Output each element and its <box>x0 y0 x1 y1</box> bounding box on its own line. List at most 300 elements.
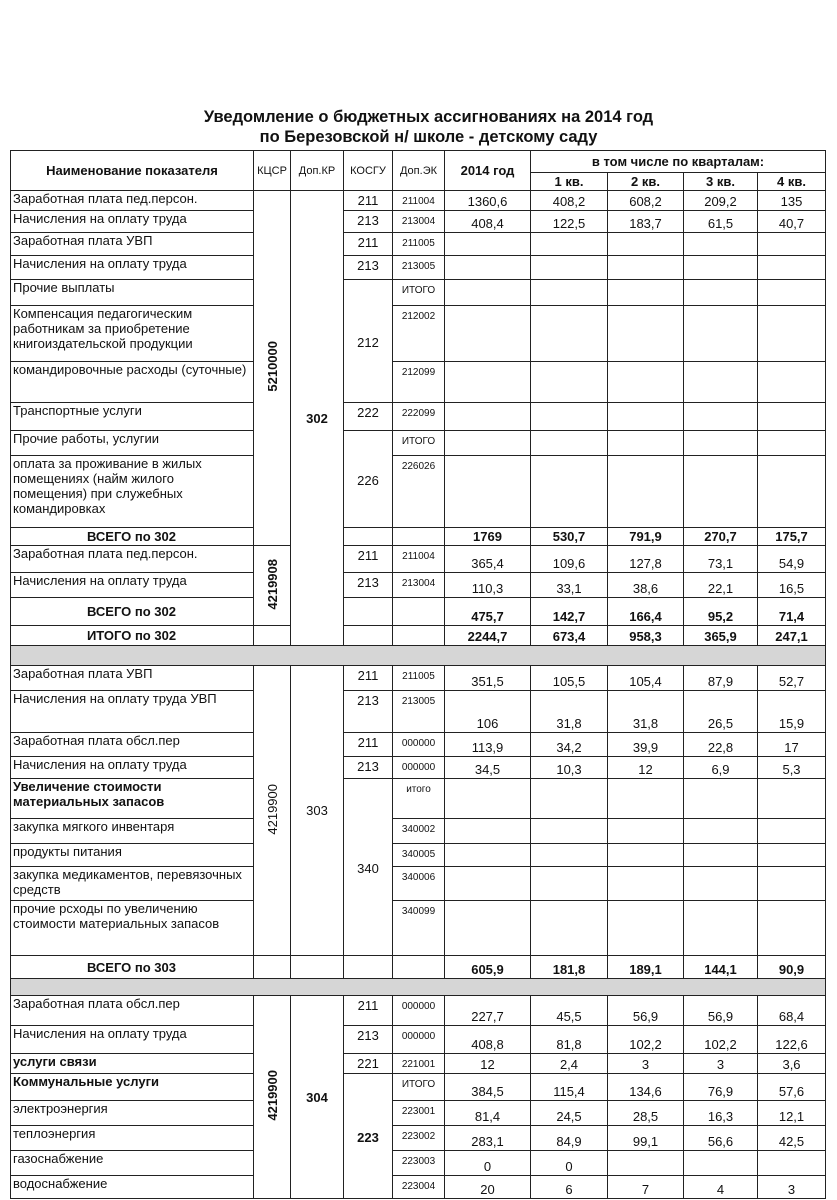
row-name: ВСЕГО по 303 <box>11 956 254 979</box>
year-total <box>445 456 531 528</box>
quarter-2-value <box>608 233 684 256</box>
row-name: Заработная плата обсл.пер <box>11 733 254 757</box>
quarter-2-value: 127,8 <box>608 546 684 573</box>
kcsr-code: 4219900 <box>264 783 280 835</box>
quarter-4-value: 71,4 <box>758 598 826 626</box>
quarter-1-value: 33,1 <box>531 573 608 598</box>
separator-cell <box>11 979 826 996</box>
table-row <box>11 1126 826 1151</box>
quarter-1-value <box>531 901 608 956</box>
dopek-cell: 223004 <box>393 1176 445 1199</box>
quarter-2-value: 189,1 <box>608 956 684 979</box>
row-name: ИТОГО по 302 <box>11 626 254 646</box>
document-subtitle: по Березовской н/ школе - детскому саду <box>259 128 598 146</box>
quarter-2-value: 183,7 <box>608 211 684 233</box>
quarter-1-value: 181,8 <box>531 956 608 979</box>
quarter-3-value: 102,2 <box>684 1026 758 1054</box>
year-total <box>445 233 531 256</box>
row-name: Транспортные услуги <box>11 403 254 431</box>
kcsr-cell <box>254 666 291 956</box>
dopek-cell: 213005 <box>393 691 445 733</box>
header-dopkr: Доп.КР <box>291 151 344 191</box>
quarter-1-value: 115,4 <box>531 1074 608 1101</box>
table-row <box>11 431 826 456</box>
year-total <box>445 901 531 956</box>
kosgu-cell: 223 <box>344 1074 393 1199</box>
quarter-3-value: 95,2 <box>684 598 758 626</box>
dopek-cell <box>393 626 445 646</box>
quarter-2-value <box>608 280 684 306</box>
quarter-2-value: 105,4 <box>608 666 684 691</box>
row-name: Заработная плата УВП <box>11 666 254 691</box>
dopek-cell: 211004 <box>393 191 445 211</box>
quarter-3-value: 56,9 <box>684 996 758 1026</box>
year-total <box>445 844 531 867</box>
dopek-cell: 213004 <box>393 211 445 233</box>
quarter-4-value: 175,7 <box>758 528 826 546</box>
kcsr-code: 4219900 <box>264 1070 280 1121</box>
quarter-4-value: 122,6 <box>758 1026 826 1054</box>
quarter-1-value: 45,5 <box>531 996 608 1026</box>
document-title: Уведомление о бюджетных ассигнованиях на 2014 год <box>203 108 654 126</box>
dopek-cell: итого <box>393 779 445 819</box>
quarter-4-value <box>758 901 826 956</box>
row-name: закупка мягкого инвентаря <box>11 819 254 844</box>
dopek-cell <box>393 956 445 979</box>
quarter-1-value: 81,8 <box>531 1026 608 1054</box>
dopek-cell: 221001 <box>393 1054 445 1074</box>
dopek-cell: 213004 <box>393 573 445 598</box>
section-separator <box>11 979 826 996</box>
quarter-4-value <box>758 362 826 403</box>
header-dopek: Доп.ЭК <box>393 151 445 191</box>
kosgu-cell: 211 <box>344 546 393 573</box>
quarter-1-value: 34,2 <box>531 733 608 757</box>
quarter-4-value: 57,6 <box>758 1074 826 1101</box>
row-name: Начисления на оплату труда <box>11 1026 254 1054</box>
quarter-2-value: 102,2 <box>608 1026 684 1054</box>
table-row <box>11 211 826 233</box>
row-name: закупка медикаментов, перевязочных средств <box>11 867 254 901</box>
quarter-3-value <box>684 779 758 819</box>
dopek-cell: ИТОГО <box>393 280 445 306</box>
row-name: водоснабжение <box>11 1176 254 1199</box>
quarter-2-value: 3 <box>608 1054 684 1074</box>
quarter-4-value <box>758 306 826 362</box>
quarter-4-value: 5,3 <box>758 757 826 779</box>
year-total <box>445 867 531 901</box>
row-name: услуги связи <box>11 1054 254 1074</box>
quarter-1-value: 6 <box>531 1176 608 1199</box>
row-name: Начисления на оплату труда <box>11 256 254 280</box>
quarter-3-value <box>684 456 758 528</box>
dopek-cell: 212002 <box>393 306 445 362</box>
quarter-3-value <box>684 867 758 901</box>
year-total: 283,1 <box>445 1126 531 1151</box>
quarter-3-value: 3 <box>684 1054 758 1074</box>
quarter-1-value <box>531 456 608 528</box>
kosgu-cell: 211 <box>344 996 393 1026</box>
quarter-4-value: 68,4 <box>758 996 826 1026</box>
table-row <box>11 1176 826 1199</box>
dopek-cell: 340099 <box>393 901 445 956</box>
quarter-2-value: 134,6 <box>608 1074 684 1101</box>
quarter-3-value <box>684 306 758 362</box>
dopek-cell <box>393 598 445 626</box>
dopek-cell: ИТОГО <box>393 1074 445 1101</box>
dopek-cell: 000000 <box>393 757 445 779</box>
year-total: 605,9 <box>445 956 531 979</box>
year-total: 113,9 <box>445 733 531 757</box>
quarter-4-value: 3,6 <box>758 1054 826 1074</box>
header-quarters-title: в том числе по кварталам: <box>531 151 826 173</box>
quarter-2-value: 958,3 <box>608 626 684 646</box>
year-total: 365,4 <box>445 546 531 573</box>
kosgu-cell: 340 <box>344 779 393 956</box>
quarter-4-value <box>758 456 826 528</box>
quarter-3-value <box>684 233 758 256</box>
table-row <box>11 403 826 431</box>
quarter-3-value <box>684 1151 758 1176</box>
year-total: 384,5 <box>445 1074 531 1101</box>
quarter-1-value: 105,5 <box>531 666 608 691</box>
quarter-2-value: 791,9 <box>608 528 684 546</box>
quarter-2-value: 608,2 <box>608 191 684 211</box>
year-total: 408,4 <box>445 211 531 233</box>
row-name: Увеличение стоимости материальных запасов <box>11 779 254 819</box>
quarter-3-value: 270,7 <box>684 528 758 546</box>
dopek-cell: 213005 <box>393 256 445 280</box>
kcsr-code: 5210000 <box>264 341 280 392</box>
dopkr-cell: 304 <box>291 996 344 1199</box>
quarter-4-value: 52,7 <box>758 666 826 691</box>
quarter-1-value <box>531 819 608 844</box>
year-total <box>445 431 531 456</box>
year-total: 81,4 <box>445 1101 531 1126</box>
kosgu-cell: 213 <box>344 211 393 233</box>
quarter-4-value <box>758 403 826 431</box>
quarter-4-value: 17 <box>758 733 826 757</box>
quarter-3-value: 22,1 <box>684 573 758 598</box>
quarter-3-value: 16,3 <box>684 1101 758 1126</box>
kosgu-cell: 211 <box>344 733 393 757</box>
section-separator <box>11 646 826 666</box>
quarter-1-value: 122,5 <box>531 211 608 233</box>
kosgu-cell: 213 <box>344 573 393 598</box>
table-row <box>11 598 826 626</box>
row-name: Начисления на оплату труда УВП <box>11 691 254 733</box>
row-name: Начисления на оплату труда <box>11 573 254 598</box>
kosgu-cell: 213 <box>344 256 393 280</box>
quarter-2-value <box>608 403 684 431</box>
table-row <box>11 757 826 779</box>
kcsr-cell <box>254 191 291 546</box>
row-name: теплоэнергия <box>11 1126 254 1151</box>
quarter-4-value <box>758 844 826 867</box>
kosgu-cell: 211 <box>344 191 393 211</box>
row-name: ВСЕГО по 302 <box>11 598 254 626</box>
year-total <box>445 362 531 403</box>
table-row <box>11 191 826 211</box>
quarter-2-value: 38,6 <box>608 573 684 598</box>
row-name: ВСЕГО по 302 <box>11 528 254 546</box>
table-row <box>11 362 826 403</box>
quarter-2-value: 166,4 <box>608 598 684 626</box>
quarter-4-value <box>758 256 826 280</box>
year-total: 2244,7 <box>445 626 531 646</box>
quarter-1-value <box>531 233 608 256</box>
quarter-4-value: 247,1 <box>758 626 826 646</box>
quarter-4-value: 12,1 <box>758 1101 826 1126</box>
header-kcsr: КЦСР <box>254 151 291 191</box>
year-total: 34,5 <box>445 757 531 779</box>
quarter-1-value <box>531 844 608 867</box>
separator-cell <box>11 646 826 666</box>
quarter-3-value <box>684 362 758 403</box>
table-row <box>11 819 826 844</box>
quarter-3-value <box>684 819 758 844</box>
budget-table <box>10 150 826 1199</box>
quarter-3-value: 26,5 <box>684 691 758 733</box>
kcsr-cell <box>254 626 291 646</box>
table-row <box>11 956 826 979</box>
table-row <box>11 1151 826 1176</box>
table-row <box>11 844 826 867</box>
year-total <box>445 403 531 431</box>
year-total <box>445 779 531 819</box>
quarter-1-value <box>531 362 608 403</box>
quarter-4-value: 15,9 <box>758 691 826 733</box>
dopek-cell: ИТОГО <box>393 431 445 456</box>
row-name: Заработная плата УВП <box>11 233 254 256</box>
year-total <box>445 819 531 844</box>
kosgu-cell: 222 <box>344 403 393 431</box>
quarter-4-value: 40,7 <box>758 211 826 233</box>
table-row <box>11 1101 826 1126</box>
quarter-2-value <box>608 431 684 456</box>
table-row <box>11 1054 826 1074</box>
row-name: командировочные расходы (суточные) <box>11 362 254 403</box>
year-total: 110,3 <box>445 573 531 598</box>
table-row <box>11 528 826 546</box>
quarter-3-value: 6,9 <box>684 757 758 779</box>
quarter-3-value: 4 <box>684 1176 758 1199</box>
quarter-4-value <box>758 280 826 306</box>
quarter-4-value: 54,9 <box>758 546 826 573</box>
dopek-cell <box>393 528 445 546</box>
quarter-3-value: 22,8 <box>684 733 758 757</box>
dopek-cell: 000000 <box>393 733 445 757</box>
dopek-cell: 000000 <box>393 996 445 1026</box>
quarter-2-value: 28,5 <box>608 1101 684 1126</box>
row-name: Прочие выплаты <box>11 280 254 306</box>
table-row <box>11 901 826 956</box>
row-name: продукты питания <box>11 844 254 867</box>
quarter-1-value: 408,2 <box>531 191 608 211</box>
row-name: электроэнергия <box>11 1101 254 1126</box>
dopkr-cell: 303 <box>291 666 344 956</box>
quarter-1-value: 0 <box>531 1151 608 1176</box>
quarter-2-value: 7 <box>608 1176 684 1199</box>
dopek-cell: 212099 <box>393 362 445 403</box>
dopek-cell: 226026 <box>393 456 445 528</box>
quarter-3-value <box>684 403 758 431</box>
quarter-4-value <box>758 779 826 819</box>
dopek-cell: 223002 <box>393 1126 445 1151</box>
quarter-3-value: 61,5 <box>684 211 758 233</box>
dopek-cell: 223001 <box>393 1101 445 1126</box>
quarter-1-value <box>531 867 608 901</box>
quarter-4-value: 3 <box>758 1176 826 1199</box>
quarter-3-value <box>684 256 758 280</box>
quarter-3-value: 209,2 <box>684 191 758 211</box>
quarter-2-value <box>608 1151 684 1176</box>
dopek-cell: 222099 <box>393 403 445 431</box>
quarter-1-value <box>531 306 608 362</box>
table-row <box>11 280 826 306</box>
quarter-4-value: 42,5 <box>758 1126 826 1151</box>
year-total: 1360,6 <box>445 191 531 211</box>
kcsr-cell <box>254 546 291 626</box>
quarter-1-value: 10,3 <box>531 757 608 779</box>
quarter-2-value: 12 <box>608 757 684 779</box>
kosgu-cell <box>344 598 393 626</box>
header-year: 2014 год <box>445 151 531 191</box>
row-name: прочие рсходы по увеличению стоимости материальных запасов <box>11 901 254 956</box>
year-total: 106 <box>445 691 531 733</box>
quarter-3-value <box>684 844 758 867</box>
kosgu-cell: 211 <box>344 666 393 691</box>
year-total: 20 <box>445 1176 531 1199</box>
table-row <box>11 666 826 691</box>
quarter-2-value <box>608 256 684 280</box>
row-name: оплата за проживание в жилых помещениях (найм жилого помещения) при служебных командировках <box>11 456 254 528</box>
quarter-3-value: 56,6 <box>684 1126 758 1151</box>
quarter-1-value <box>531 256 608 280</box>
quarter-2-value: 31,8 <box>608 691 684 733</box>
dopek-cell: 223003 <box>393 1151 445 1176</box>
table-row <box>11 256 826 280</box>
table-row <box>11 867 826 901</box>
dopek-cell: 340002 <box>393 819 445 844</box>
dopek-cell: 211005 <box>393 233 445 256</box>
kosgu-cell <box>344 626 393 646</box>
quarter-1-value: 109,6 <box>531 546 608 573</box>
quarter-3-value <box>684 280 758 306</box>
quarter-4-value <box>758 233 826 256</box>
dopkr-cell: 302 <box>291 191 344 646</box>
quarter-1-value <box>531 779 608 819</box>
kosgu-cell <box>344 528 393 546</box>
header-q3: 3 кв. <box>684 173 758 191</box>
quarter-1-value <box>531 403 608 431</box>
quarter-2-value <box>608 456 684 528</box>
quarter-2-value: 39,9 <box>608 733 684 757</box>
quarter-2-value <box>608 306 684 362</box>
quarter-2-value: 99,1 <box>608 1126 684 1151</box>
quarter-2-value <box>608 819 684 844</box>
table-row <box>11 691 826 733</box>
quarter-2-value <box>608 779 684 819</box>
quarter-2-value: 56,9 <box>608 996 684 1026</box>
row-name: Прочие работы, услугии <box>11 431 254 456</box>
quarter-4-value <box>758 1151 826 1176</box>
row-name: Начисления на оплату труда <box>11 757 254 779</box>
kcsr-cell <box>254 996 291 1199</box>
header-q4: 4 кв. <box>758 173 826 191</box>
quarter-2-value <box>608 901 684 956</box>
quarter-1-value: 673,4 <box>531 626 608 646</box>
kosgu-cell: 213 <box>344 757 393 779</box>
table-row <box>11 306 826 362</box>
quarter-4-value: 135 <box>758 191 826 211</box>
table-row <box>11 573 826 598</box>
year-total <box>445 256 531 280</box>
kosgu-cell: 211 <box>344 233 393 256</box>
quarter-1-value: 2,4 <box>531 1054 608 1074</box>
row-name: Заработная плата обсл.пер <box>11 996 254 1026</box>
quarter-1-value: 142,7 <box>531 598 608 626</box>
quarter-4-value: 16,5 <box>758 573 826 598</box>
quarter-4-value <box>758 431 826 456</box>
year-total: 12 <box>445 1054 531 1074</box>
kosgu-cell <box>344 956 393 979</box>
quarter-2-value <box>608 362 684 403</box>
kosgu-cell: 212 <box>344 280 393 403</box>
table-row <box>11 233 826 256</box>
year-total <box>445 280 531 306</box>
quarter-3-value: 365,9 <box>684 626 758 646</box>
quarter-3-value <box>684 901 758 956</box>
table-row <box>11 1026 826 1054</box>
kcsr-code: 4219908 <box>264 558 280 610</box>
year-total: 351,5 <box>445 666 531 691</box>
dopek-cell: 000000 <box>393 1026 445 1054</box>
row-name: Компенсация педагогическим работникам за приобретение книгоиздательской продукции <box>11 306 254 362</box>
dopkr-cell <box>291 956 344 979</box>
row-name: Начисления на оплату труда <box>11 211 254 233</box>
quarter-2-value <box>608 867 684 901</box>
quarter-3-value: 76,9 <box>684 1074 758 1101</box>
dopek-cell: 340006 <box>393 867 445 901</box>
year-total <box>445 306 531 362</box>
quarter-4-value <box>758 867 826 901</box>
year-total: 475,7 <box>445 598 531 626</box>
dopek-cell: 211004 <box>393 546 445 573</box>
year-total: 0 <box>445 1151 531 1176</box>
quarter-1-value: 24,5 <box>531 1101 608 1126</box>
year-total: 408,8 <box>445 1026 531 1054</box>
quarter-3-value: 73,1 <box>684 546 758 573</box>
dopek-cell: 211005 <box>393 666 445 691</box>
quarter-1-value: 31,8 <box>531 691 608 733</box>
header-q1: 1 кв. <box>531 173 608 191</box>
quarter-4-value <box>758 819 826 844</box>
table-row <box>11 779 826 819</box>
table-row <box>11 546 826 573</box>
kosgu-cell: 226 <box>344 431 393 528</box>
quarter-3-value: 87,9 <box>684 666 758 691</box>
quarter-3-value: 144,1 <box>684 956 758 979</box>
table-row <box>11 733 826 757</box>
header-name: Наименование показателя <box>11 151 254 191</box>
row-name: газоснабжение <box>11 1151 254 1176</box>
header-kosgu: КОСГУ <box>344 151 393 191</box>
kosgu-cell: 213 <box>344 691 393 733</box>
year-total: 227,7 <box>445 996 531 1026</box>
kosgu-cell: 213 <box>344 1026 393 1054</box>
row-name: Коммунальные услуги <box>11 1074 254 1101</box>
